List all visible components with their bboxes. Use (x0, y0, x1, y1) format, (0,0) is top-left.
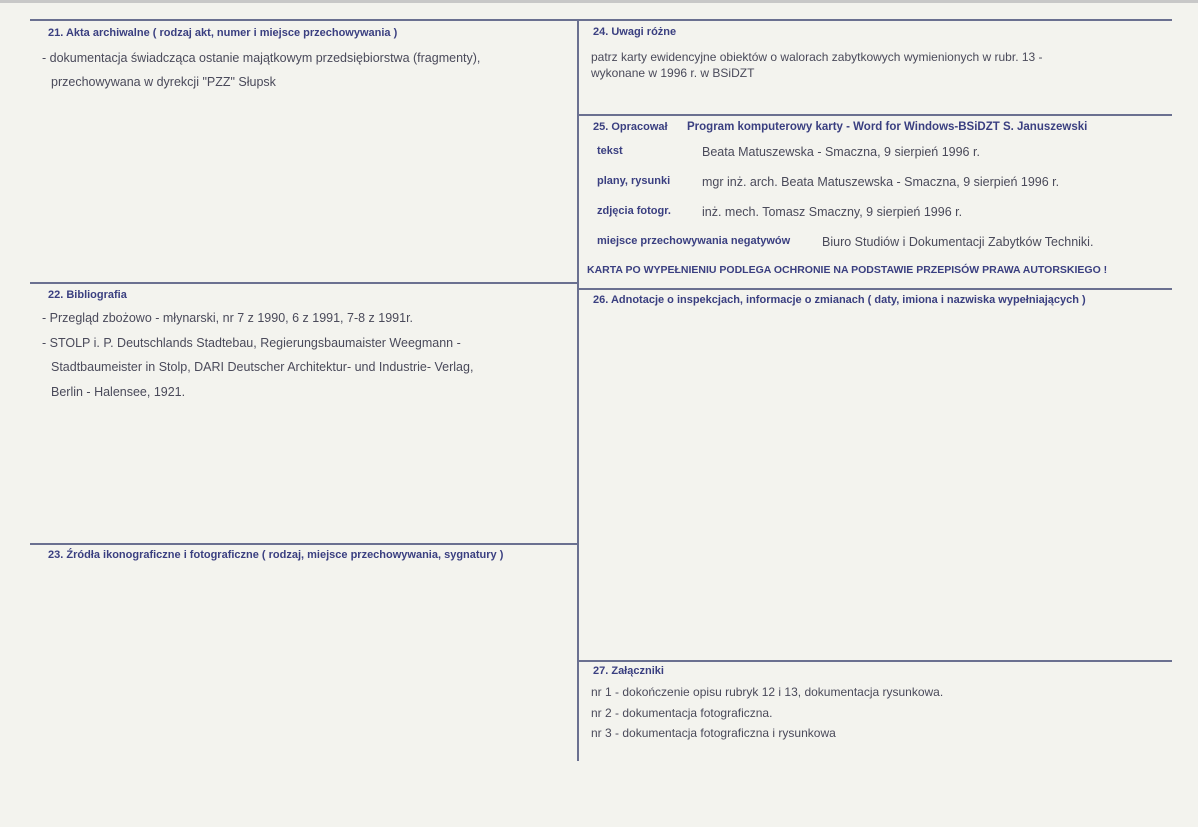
section-22-line-4: Berlin - Halensee, 1921. (51, 385, 186, 399)
section-27-line-1: nr 1 - dokończenie opisu rubryk 12 i 13, dokumentacja rysunkowa. (591, 685, 944, 699)
section-25-label-text: tekst (597, 145, 623, 157)
copyright-notice: KARTA PO WYPEŁNIENIU PODLEGA OCHRONIE NA PODSTAWIE PRZEPISÓW PRAWA AUTORSKIEGO ! (587, 264, 1108, 276)
section-24-line-1: patrz karty ewidencyjne obiektów o walorach zabytkowych wymienionych w rubr. 13 - (591, 50, 1043, 64)
rule-21-22 (30, 282, 578, 284)
section-22-line-2: - STOLP i. P. Deutschlands Stadtebau, Regierungsbaumaister Weegmann - (42, 336, 461, 350)
section-25-heading: 25. Opracował (593, 121, 668, 133)
section-27-line-2: nr 2 - dokumentacja fotograficzna. (591, 706, 773, 720)
rule-26-27 (578, 660, 1172, 662)
section-26-heading: 26. Adnotacje o inspekcjach, informacje o zmianach ( daty, imiona i nazwiska wypełniających ) (593, 294, 1086, 306)
section-27-heading: 27. Załączniki (593, 665, 664, 677)
section-25-label-negatives: miejsce przechowywania negatywów (597, 235, 791, 247)
top-rule (30, 19, 1172, 21)
rule-24-25 (578, 114, 1172, 116)
rule-25-26 (578, 288, 1172, 290)
section-25-label-plans: plany, rysunki (597, 175, 671, 187)
section-22-line-3: Stadtbaumeister in Stolp, DARI Deutscher Architektur- und Industrie- Verlag, (51, 360, 474, 374)
page-top-edge (0, 0, 1198, 3)
section-25-program: Program komputerowy karty - Word for Windows-BSiDZT S. Januszewski (687, 121, 1088, 133)
section-21-line-1: - dokumentacja świadcząca ostanie majątkowym przedsiębiorstwa (fragmenty), (42, 51, 481, 65)
section-24-heading: 24. Uwagi różne (593, 26, 677, 38)
section-22-line-1: - Przegląd zbożowo - młynarski, nr 7 z 1990, 6 z 1991, 7-8 z 1991r. (42, 311, 414, 325)
section-22-heading: 22. Bibliografia (48, 289, 127, 301)
section-21-heading: 21. Akta archiwalne ( rodzaj akt, numer i miejsce przechowywania ) (48, 27, 398, 39)
section-25-value-text: Beata Matuszewska - Smaczna, 9 sierpień 1996 r. (702, 145, 980, 159)
section-25-value-negatives: Biuro Studiów i Dokumentacji Zabytków Techniki. (822, 235, 1094, 249)
section-25-label-photos: zdjęcia fotogr. (597, 205, 671, 217)
section-25-value-plans: mgr inż. arch. Beata Matuszewska - Smaczna, 9 sierpień 1996 r. (702, 175, 1060, 189)
column-divider (577, 19, 579, 761)
section-21-line-2: przechowywana w dyrekcji "PZZ" Słupsk (51, 75, 276, 89)
section-25-value-photos: inż. mech. Tomasz Smaczny, 9 sierpień 1996 r. (702, 205, 963, 219)
rule-22-23 (30, 543, 578, 545)
section-23-heading: 23. Źródła ikonograficzne i fotograficzne ( rodzaj, miejsce przechowywania, sygnatury ) (48, 549, 504, 561)
section-24-line-2: wykonane w 1996 r. w BSiDZT (591, 66, 755, 80)
section-27-line-3: nr 3 - dokumentacja fotograficzna i rysunkowa (591, 726, 836, 740)
